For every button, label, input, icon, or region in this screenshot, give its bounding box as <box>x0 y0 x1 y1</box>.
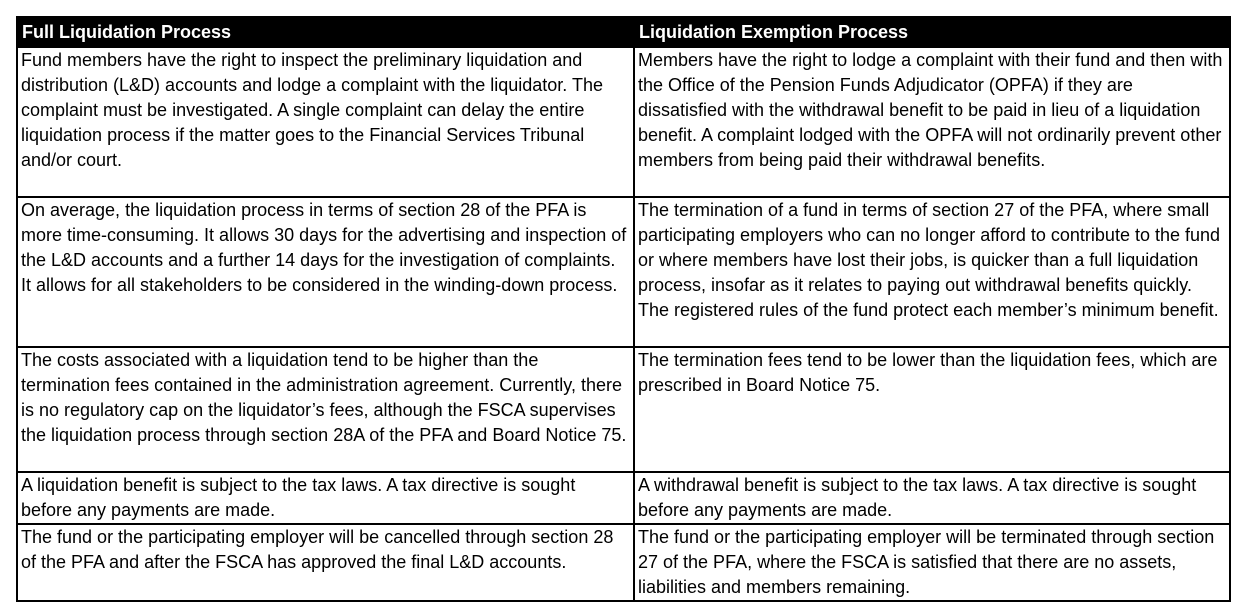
table-row <box>17 472 1230 524</box>
table-row <box>17 347 1230 472</box>
cell-text: The termination fees tend to be lower than the liquidation fees, which are prescribed in Board Notice 75. <box>638 350 1218 395</box>
cell-text: A liquidation benefit is subject to the tax laws. A tax directive is sought before any payments are made. <box>21 475 576 520</box>
table-cell <box>634 524 1230 601</box>
header-liquidation-exemption: Liquidation Exemption Process <box>634 17 1230 47</box>
table-cell <box>17 524 634 601</box>
header-full-liquidation: Full Liquidation Process <box>17 17 634 47</box>
table-cell <box>634 197 1230 347</box>
cell-text: The fund or the participating employer will be cancelled through section 28 of the PFA and after the FSCA has approved the final L&D accounts. <box>21 527 614 572</box>
cell-text: The termination of a fund in terms of section 27 of the PFA, where small participating employers who can no longer afford to contribute to the fund or where members have lost their jobs, is quicker than a full liquidation process, insofar as it relates to paying out withdrawal benefits quickly. The registered rules of the fund protect each member’s minimum benefit. <box>638 200 1221 320</box>
table-row <box>17 524 1230 601</box>
table-cell <box>634 47 1230 197</box>
table-cell <box>17 347 634 472</box>
comparison-table <box>16 16 1231 602</box>
table-row <box>17 47 1230 197</box>
cell-text: Fund members have the right to inspect the preliminary liquidation and distribution (L&D) accounts and lodge a complaint with the liquidator. The complaint must be investigated. A single complaint can delay the entire liquidation process if the matter goes to the Financial Services Tribunal and/or court. <box>21 50 604 170</box>
table-cell <box>17 197 634 347</box>
cell-text: Members have the right to lodge a complaint with their fund and then with the Office of the Pension Funds Adjudicator (OPFA) if they are dissatisfied with the withdrawal benefit to be paid in lieu of a liquidation benefit. A complaint lodged with the OPFA will not ordinarily prevent other members from being paid their withdrawal benefits. <box>638 50 1223 170</box>
cell-text: On average, the liquidation process in terms of section 28 of the PFA is more time-consuming. It allows 30 days for the advertising and inspection of the L&D accounts and a further 14 days for the investigation of complaints. It allows for all stakeholders to be considered in the winding-down process. <box>21 200 627 295</box>
header-row <box>17 17 1230 47</box>
table-row <box>17 197 1230 347</box>
table-cell <box>17 47 634 197</box>
cell-text: The fund or the participating employer will be terminated through section 27 of the PFA, where the FSCA is satisfied that there are no assets, liabilities and members remaining. <box>638 527 1215 597</box>
cell-text: A withdrawal benefit is subject to the tax laws. A tax directive is sought before any payments are made. <box>638 475 1197 520</box>
table-cell <box>634 472 1230 524</box>
table-cell <box>634 347 1230 472</box>
cell-text: The costs associated with a liquidation tend to be higher than the termination fees contained in the administration agreement. Currently, there is no regulatory cap on the liquidator’s fees, although the FSCA supervises the liquidation process through section 28A of the PFA and Board Notice 75. <box>21 350 627 445</box>
table-cell <box>17 472 634 524</box>
